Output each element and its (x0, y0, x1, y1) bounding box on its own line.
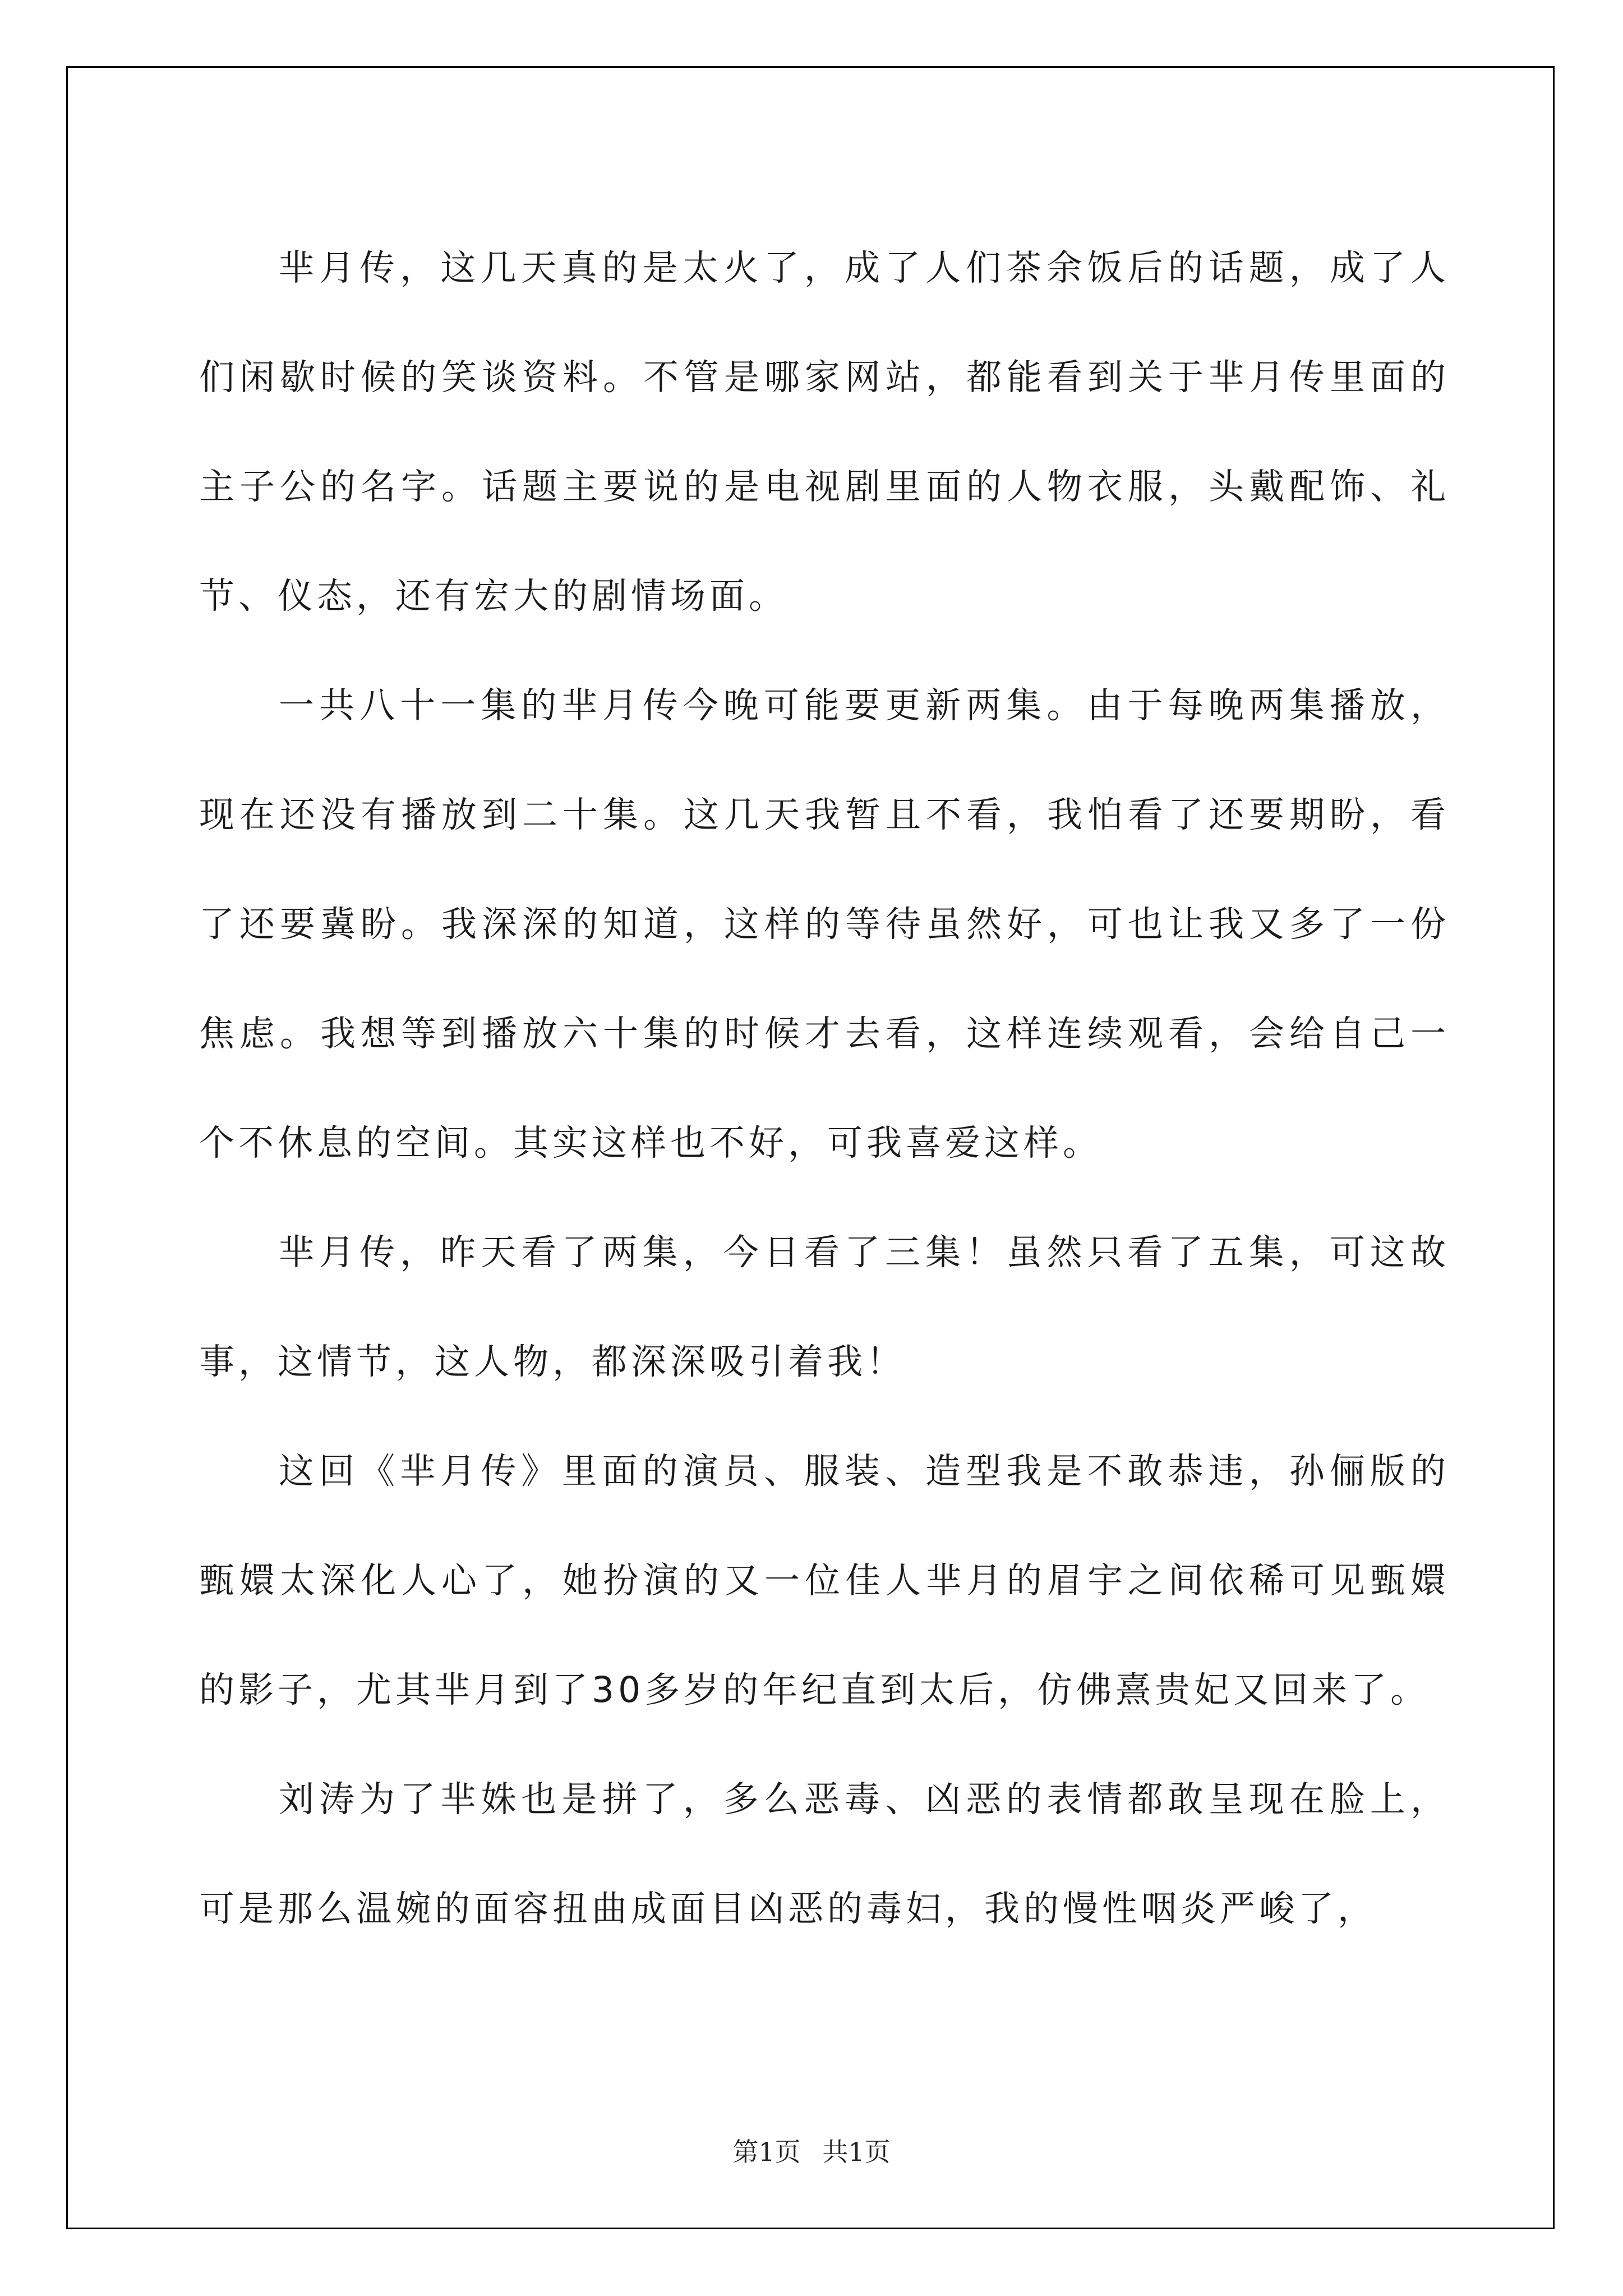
paragraph-4: 这回《芈月传》里面的演员、服装、造型我是不敢恭违，孙俪版的甄嬛太深化人心了，她扮演的又一位佳人芈月的眉宇之间依稀可见甄嬛的影子，尤其芈月到了30多岁的年纪直到太后，仿佛熹贵妃又回来了。 (199, 1451, 1450, 1710)
paragraph-1: 芈月传，这几天真的是太火了，成了人们茶余饭后的话题，成了人们闲歇时候的笑谈资料。不管是哪家网站，都能看到关于芈月传里面的主子公的名字。话题主要说的是电视剧里面的人物衣服，头戴配饰、礼节、仪态，还有宏大的剧情场面。 (199, 247, 1450, 616)
paragraph-3: 芈月传，昨天看了两集，今日看了三集！虽然只看了五集，可这故事，这情节，这人物，都深深吸引着我！ (199, 1232, 1450, 1382)
page-footer (0, 2132, 1623, 2169)
page-total: 共1页 (822, 2137, 891, 2167)
paragraph-5: 刘涛为了芈姝也是拼了，多么恶毒、凶恶的表情都敢呈现在脸上，可是那么温婉的面容扭曲成面目凶恶的毒妇，我的慢性咽炎严峻了， (199, 1779, 1450, 1929)
paragraph-2: 一共八十一集的芈月传今晚可能要更新两集。由于每晚两集播放，现在还没有播放到二十集。这几天我暂且不看，我怕看了还要期盼，看了还要冀盼。我深深的知道，这样的等待虽然好，可也让我又多了一份焦虑。我想等到播放六十集的时候才去看，这样连续观看，会给自己一个不休息的空间。其实这样也不好，可我喜爱这样。 (199, 685, 1450, 1163)
page-number: 第1页 (732, 2137, 801, 2167)
document-body (199, 213, 1450, 1963)
